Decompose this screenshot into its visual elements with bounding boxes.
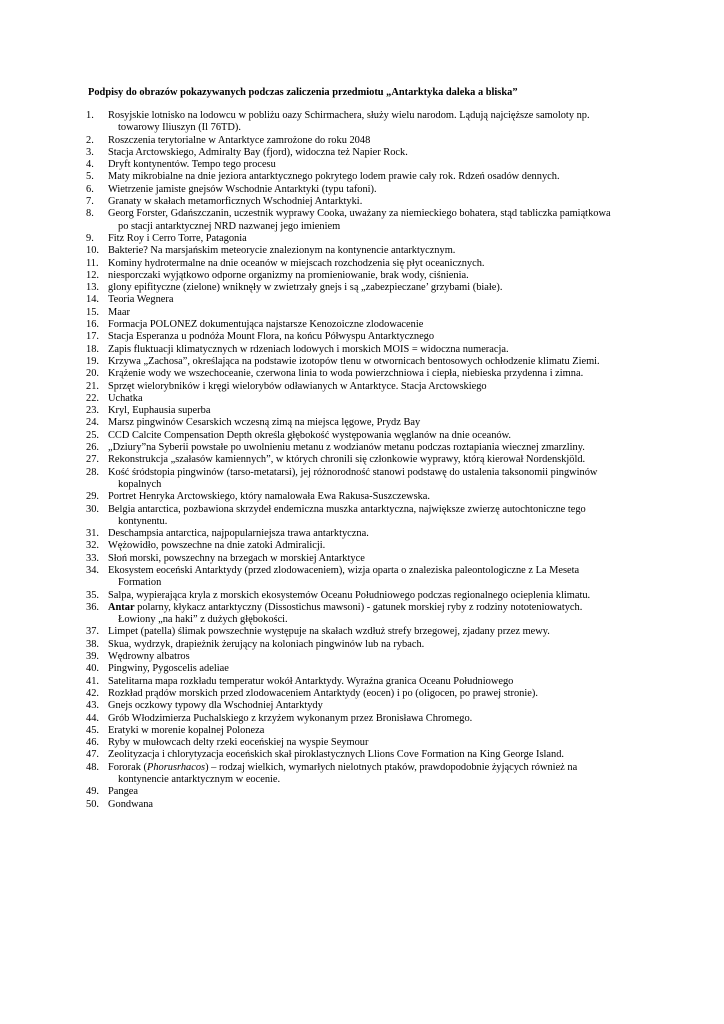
item-text: [108, 344, 686, 356]
item-line-1: Maty mikrobialne na dnie jeziora antarktycznego pokrytego lodem prawie cały rok. Rdzeń osadów dennych.: [108, 171, 560, 183]
item-text: [108, 676, 686, 688]
item-text: [108, 749, 686, 761]
item-line-2: kontynencie antarktycznym w eocenie.: [118, 774, 281, 786]
item-number: 41.: [86, 675, 99, 687]
item-number: 23.: [86, 405, 99, 417]
list-item: [86, 245, 686, 257]
list-item: [86, 344, 686, 356]
item-number: 33.: [86, 552, 99, 564]
item-line-1: Limpet (patella) ślimak powszechnie występuje na skałach wzdłuż strefy brzegowej, zjadany przez mewy.: [108, 626, 550, 638]
item-text: [108, 540, 686, 552]
item-number: 47.: [86, 749, 99, 761]
item-text: [108, 147, 686, 159]
item-number: 10.: [86, 245, 99, 257]
item-line-1: Salpa, wypierająca kryla z morskich ekosystemów Oceanu Południowego podczas regionalnego ocieplenia klimatu.: [108, 589, 591, 601]
item-line-1: Rozkład prądów morskich przed zlodowaceniem Antarktydy (eocen) i po (oligocen, po prawej stronie).: [108, 687, 538, 699]
list-item: [86, 491, 686, 503]
item-number: 5.: [86, 171, 94, 183]
item-number: 7.: [86, 196, 94, 208]
item-line-1: polarny, kłykacz antarktyczny (Dissostichus mawsoni) - gatunek morskiej ryby z rodziny nototeniowatych.: [134, 601, 583, 613]
list-item: [86, 602, 686, 627]
item-text: [108, 245, 686, 257]
item-number: 16.: [86, 319, 99, 331]
item-line-2: towarowy Iliuszyn (Il 76TD).: [118, 122, 241, 134]
item-number: 24.: [86, 417, 99, 429]
item-number: 30.: [86, 503, 99, 515]
item-text: [108, 553, 686, 565]
list-item: [86, 565, 686, 590]
list-item: [86, 737, 686, 749]
item-line-1: Krążenie wody we wszechoceanie, czerwona linia to woda powierzchniowa i ciepła, niebieska przydenna i zimna.: [108, 368, 584, 380]
list-item: [86, 258, 686, 270]
item-line-1: Wędrowny albatros: [108, 651, 190, 663]
list-item: [86, 294, 686, 306]
item-text: [108, 799, 686, 811]
item-number: 34.: [86, 564, 99, 576]
list-item: [86, 368, 686, 380]
item-line-1: Eratyki w morenie kopalnej Poloneza: [108, 724, 265, 736]
list-item: [86, 405, 686, 417]
item-number: 49.: [86, 786, 99, 798]
list-item: [86, 233, 686, 245]
item-text: [108, 454, 686, 466]
item-text: [108, 159, 686, 171]
item-line-1: Uchatka: [108, 392, 143, 404]
item-text: [108, 319, 686, 331]
item-line-1: CCD Calcite Compensation Depth określa głębokość występowania węglanów na dnie oceanów.: [108, 429, 512, 441]
item-number: 46.: [86, 737, 99, 749]
list-item: [86, 467, 686, 492]
item-text: [108, 356, 686, 368]
list-item: [86, 504, 686, 529]
item-number: 12.: [86, 269, 99, 281]
item-line-1: Fitz Roy i Cerro Torre, Patagonia: [108, 232, 247, 244]
item-text: [108, 442, 686, 454]
item-text: [108, 504, 686, 529]
item-text: [108, 294, 686, 306]
item-line-1: Ryby w mułowcach delty rzeki eoceńskiej na wyspie Seymour: [108, 737, 369, 749]
list-item: [86, 430, 686, 442]
item-number: 2.: [86, 134, 94, 146]
item-text: [108, 405, 686, 417]
list-item: [86, 270, 686, 282]
item-number: 19.: [86, 355, 99, 367]
item-number: 6.: [86, 183, 94, 195]
item-line-1: Kryl, Euphausia superba: [108, 405, 211, 417]
list-item: [86, 208, 686, 233]
item-number: 1.: [86, 110, 94, 121]
list-item: [86, 110, 686, 135]
item-number: 50.: [86, 798, 99, 810]
item-number: 37.: [86, 626, 99, 638]
item-number: 3.: [86, 146, 94, 158]
item-text: [108, 688, 686, 700]
item-number: 35.: [86, 589, 99, 601]
item-line-1: Zapis fluktuacji klimatycznych w rdzeniach lodowych i morskich MOIS = widoczna numeracja.: [108, 343, 509, 355]
item-line-1: Bakterie? Na marsjańskim meteorycie znalezionym na kontynencie antarktycznym.: [108, 245, 456, 257]
item-text: [108, 258, 686, 270]
list-item: [86, 393, 686, 405]
list-item: [86, 356, 686, 368]
item-line-1: Krzywa „Zachosa”, określająca na podstawie izotopów tlenu w otwornicach bentosowych ochłodzenie klimatu Ziemi.: [108, 355, 600, 367]
item-number: 18.: [86, 343, 99, 355]
item-number: 4.: [86, 159, 94, 171]
item-text: [108, 233, 686, 245]
item-text: [108, 491, 686, 503]
list-item: [86, 196, 686, 208]
item-text: [108, 307, 686, 319]
item-text: [108, 737, 686, 749]
item-number: 29.: [86, 491, 99, 503]
item-line-1: Teoria Wegnera: [108, 294, 174, 306]
item-text: [108, 417, 686, 429]
item-number: 32.: [86, 540, 99, 552]
item-number: 36.: [86, 601, 99, 613]
item-line-1: Stacja Esperanza u podnóża Mount Flora, na końcu Półwyspu Antarktycznego: [108, 331, 435, 343]
document-title: Podpisy do obrazów pokazywanych podczas zaliczenia przedmiotu „Antarktyka daleka a bliska”: [88, 87, 518, 98]
list-item: [86, 626, 686, 638]
item-text: [108, 651, 686, 663]
item-line-1: niesporczaki wyjątkowo odporne organizmy na promieniowanie, brak wody, ciśnienia.: [108, 269, 469, 281]
item-text: [108, 639, 686, 651]
list-item: [86, 651, 686, 663]
item-text: [108, 208, 686, 233]
item-text: [108, 602, 686, 627]
list-item: [86, 282, 686, 294]
item-number: 25.: [86, 429, 99, 441]
list-item: [86, 381, 686, 393]
item-line-1: Pingwiny, Pygoscelis adeliae: [108, 663, 229, 675]
item-number: 15.: [86, 306, 99, 318]
item-text: [108, 381, 686, 393]
item-number: 48.: [86, 761, 99, 773]
list-item: [86, 553, 686, 565]
item-line-1: Deschampsia antarctica, najpopularniejsza trawa antarktyczna.: [108, 528, 369, 540]
list-item: [86, 762, 686, 787]
list-item: [86, 713, 686, 725]
item-text: [108, 528, 686, 540]
item-text-prefix: Fororak (: [108, 761, 147, 773]
item-line-1: Satelitarna mapa rozkładu temperatur wokół Antarktydy. Wyraźna granica Oceanu Południowego: [108, 675, 514, 687]
list-item: [86, 700, 686, 712]
item-line-1: Wietrzenie jamiste gnejsów Wschodnie Antarktyki (typu tafoni).: [108, 183, 377, 195]
item-line-1: Roszczenia terytorialne w Antarktyce zamrożone do roku 2048: [108, 134, 371, 146]
caption-list: [86, 110, 686, 811]
item-line-1: Skua, wydrzyk, drapieżnik żerujący na koloniach pingwinów lub na rybach.: [108, 638, 425, 650]
item-text: [108, 196, 686, 208]
item-line-1: Grób Włodzimierza Puchalskiego z krzyżem wykonanym przez Bronisława Chromego.: [108, 712, 473, 724]
list-item: [86, 639, 686, 651]
item-text: [108, 626, 686, 638]
item-line-1: Zeolityzacja i chlorytyzacja eoceńskich skał piroklastycznych Llions Cove Formation na King George Island.: [108, 749, 564, 761]
item-line-2: po stacji antarktycznej NRD nazwanej jego imieniem: [118, 220, 341, 232]
item-text: [108, 393, 686, 405]
item-number: 28.: [86, 466, 99, 478]
list-item: [86, 319, 686, 331]
item-number: 27.: [86, 454, 99, 466]
item-line-1: glony epifityczne (zielone) wniknęły w zwietrzały gnejs i są „zabezpieczane’ grzybami (białe).: [108, 282, 503, 294]
item-line-1: Rosyjskie lotnisko na lodowcu w pobliżu oazy Schirmachera, służy wielu narodom. Lądują najcięższe samoloty np.: [108, 110, 590, 121]
item-text: [108, 590, 686, 602]
list-item: [86, 454, 686, 466]
list-item: [86, 590, 686, 602]
list-item: [86, 307, 686, 319]
item-line-1: Kość śródstopia pingwinów (tarso-metatarsi), jej różnorodność stanowi podstawę do ustalenia taksonomii pingwinów: [108, 466, 598, 478]
list-item: [86, 442, 686, 454]
item-number: 42.: [86, 687, 99, 699]
item-line-1: Stacja Arctowskiego, Admiralty Bay (fjord), widoczna też Napier Rock.: [108, 146, 408, 158]
item-number: 17.: [86, 331, 99, 343]
item-text: [108, 663, 686, 675]
list-item: [86, 786, 686, 798]
item-line-1: Pangea: [108, 786, 139, 798]
item-line-1: „Dziury”na Syberii powstałe po uwolnieniu metanu z wodzianów metanu podczas roztapiania wiecznej zmarzliny.: [108, 442, 585, 454]
item-line-1: Gondwana: [108, 798, 154, 810]
item-number: 43.: [86, 700, 99, 712]
list-item: [86, 135, 686, 147]
list-item: [86, 663, 686, 675]
item-line-1: Ekosystem eoceński Antarktydy (przed zlodowaceniem), wizja oparta o znaleziska paleontologiczne z La Meseta: [108, 564, 580, 576]
item-line-1: Georg Forster, Gdańszczanin, uczestnik wyprawy Cooka, uważany za niemieckiego bohatera, stąd tabliczka pamiątkowa: [108, 208, 611, 220]
item-number: 14.: [86, 294, 99, 306]
item-number: 26.: [86, 442, 99, 454]
item-number: 44.: [86, 712, 99, 724]
item-text: [108, 368, 686, 380]
item-number: 9.: [86, 232, 94, 244]
item-text-bold: Antar: [108, 601, 135, 613]
item-line-2: kopalnych: [118, 478, 162, 490]
item-line-1: Dryft kontynentów. Tempo tego procesu: [108, 159, 276, 171]
item-number: 40.: [86, 663, 99, 675]
item-text: [108, 171, 686, 183]
item-line-1: Maar: [108, 306, 130, 318]
item-line-1: Portret Henryka Arctowskiego, który namalowała Ewa Rakusa-Suszczewska.: [108, 491, 431, 503]
item-text: [108, 331, 686, 343]
item-line-2: kontynentu.: [118, 515, 168, 527]
item-number: 39.: [86, 651, 99, 663]
list-item: [86, 725, 686, 737]
item-line-1: Granaty w skałach metamorficznych Wschodniej Antarktyki.: [108, 196, 363, 208]
list-item: [86, 417, 686, 429]
item-text: [108, 725, 686, 737]
list-item: [86, 159, 686, 171]
item-number: 31.: [86, 528, 99, 540]
item-number: 22.: [86, 392, 99, 404]
item-number: 20.: [86, 368, 99, 380]
item-text: [108, 786, 686, 798]
item-text: [108, 713, 686, 725]
list-item: [86, 331, 686, 343]
item-line-1: Wężowidło, powszechne na dnie zatoki Admiralicji.: [108, 540, 326, 552]
list-item: [86, 184, 686, 196]
list-item: [86, 749, 686, 761]
item-number: 13.: [86, 282, 99, 294]
item-number: 21.: [86, 380, 99, 392]
item-text-italic: Phorusrhacos: [146, 761, 206, 773]
item-text: [108, 565, 686, 590]
item-text: [108, 135, 686, 147]
item-number: 11.: [86, 257, 99, 269]
item-line-1: Formacja POLONEZ dokumentująca najstarsze Kenozoiczne zlodowacenie: [108, 319, 424, 331]
item-text: [108, 282, 686, 294]
item-line-2: Formation: [118, 577, 162, 589]
item-text: [108, 430, 686, 442]
item-line-1: Gnejs oczkowy typowy dla Wschodniej Antarktydy: [108, 700, 323, 712]
item-number: 38.: [86, 638, 99, 650]
item-text: [108, 184, 686, 196]
item-text: [108, 762, 686, 787]
item-number: 8.: [86, 208, 94, 220]
item-text: [108, 110, 686, 135]
list-item: [86, 688, 686, 700]
item-line-1: Belgia antarctica, pozbawiona skrzydeł endemiczna muszka antarktyczna, największe zwierzę autochtoniczne tego: [108, 503, 586, 515]
item-text: [108, 700, 686, 712]
item-line-1: Słoń morski, powszechny na brzegach w morskiej Antarktyce: [108, 552, 365, 564]
list-item: [86, 540, 686, 552]
item-text: [108, 270, 686, 282]
item-text: [108, 467, 686, 492]
item-line-1: Sprzęt wielorybników i kręgi wielorybów odławianych w Antarktyce. Stacja Arctowskiego: [108, 380, 487, 392]
list-item: [86, 171, 686, 183]
item-number: 45.: [86, 724, 99, 736]
item-line-1: Marsz pingwinów Cesarskich wczesną zimą na miejsca lęgowe, Prydz Bay: [108, 417, 421, 429]
item-line-2: Łowiony „na haki” z dużych głębokości.: [118, 614, 288, 626]
item-line-1: ) – rodzaj wielkich, wymarłych nielotnych ptaków, prawdopodobnie żyjących również na: [205, 761, 578, 773]
list-item: [86, 799, 686, 811]
item-line-1: Kominy hydrotermalne na dnie oceanów w miejscach rozchodzenia się płyt oceanicznych.: [108, 257, 485, 269]
list-item: [86, 528, 686, 540]
list-item: [86, 676, 686, 688]
list-item: [86, 147, 686, 159]
item-line-1: Rekonstrukcja „szałasów kamiennych”, w których chronili się członkowie wyprawy, którą kierował Nordenskjöld.: [108, 454, 586, 466]
